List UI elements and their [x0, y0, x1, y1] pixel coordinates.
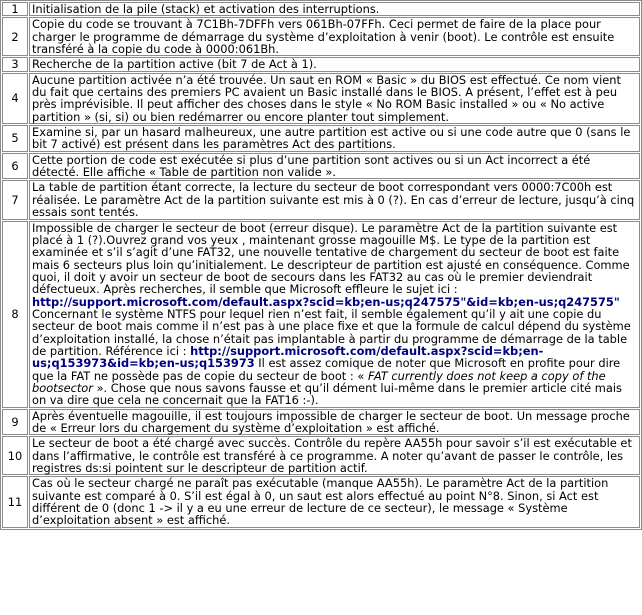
description-text: Concernant le système NTFS pour lequel rien n’est fait, il semble également qu’il y ait une copie du secteur de boot mais comme il n’est pas à une place fixe et que la formule de calcul dépend du système d’exploitation installé, la chose n’était pas implantable à partir du programme de démarrage de la table de partition. Référence ici :	[32, 306, 631, 358]
step-description	[29, 153, 640, 180]
quoted-text: FAT currently does not keep a copy of the bootsector	[32, 368, 606, 395]
step-number: 9	[2, 409, 28, 436]
description-text: Aucune partition activée n’a été trouvée. Un saut en ROM « Basic » du BIOS est effectué. Ce nom vient du fait que certains des premiers PC avaient un Basic installé dans le BIOS. A présent, l’effet est à peu près imprévisible. Il peut afficher des choses dans le style « No ROM Basic installed » ou « No active partition » (si, si) ou bien redémarrer ou encore planter tout simplement.	[32, 72, 621, 124]
table-row	[2, 17, 640, 56]
step-number: 5	[2, 125, 28, 152]
reference-link[interactable]: http://support.microsoft.com/default.aspx?scid=kb;en-us;q247575"&id=kb;en-us;q247575"	[32, 294, 620, 309]
step-description	[29, 57, 640, 71]
description-text: Cas où le secteur chargé ne paraît pas exécutable (manque AA55h). Le paramètre Act de la partition suivante est comparé à 0. S’il est égal à 0, un saut est alors effectué au point N°8. Sinon, si Act est différent de 0 (donc 1 -> il y a eu une erreur de lecture de ce secteur), le message « Système d’exploitation absent » est affiché.	[32, 476, 609, 528]
description-text: Examine si, par un hasard malheureux, une autre partition est active ou si une code autre que 0 (sans le bit 7 activé) est présent dans les paramètres Act des partitions.	[32, 125, 631, 152]
step-number: 1	[2, 2, 28, 16]
table-row	[2, 409, 640, 436]
description-text: Recherche de la partition active (bit 7 de Act à 1).	[32, 57, 317, 72]
table-body	[2, 2, 640, 528]
table-row	[2, 2, 640, 16]
step-number: 6	[2, 153, 28, 180]
step-description	[29, 221, 640, 408]
description-text: Initialisation de la pile (stack) et activation des interruptions.	[32, 2, 380, 16]
step-description	[29, 17, 640, 56]
table-row	[2, 180, 640, 219]
description-text: Le secteur de boot a été chargé avec succès. Contrôle du repère AA55h pour savoir s’il est exécutable et dans l’affirmative, le contrôle est transféré à ce programme. A noter qu’avant de passer le contrôle, les registres ds:si pointent sur le descripteur de partition actif.	[32, 436, 632, 476]
table-row	[2, 73, 640, 124]
step-number: 10	[2, 436, 28, 475]
step-description	[29, 73, 640, 124]
table-row	[2, 221, 640, 408]
table-row	[2, 125, 640, 152]
step-number: 8	[2, 221, 28, 408]
step-description	[29, 476, 640, 527]
table-row	[2, 476, 640, 527]
step-number: 2	[2, 17, 28, 56]
description-text: Copie du code se trouvant à 7C1Bh-7DFFh vers 061Bh-07FFh. Ceci permet de faire de la place pour charger le programme de démarrage du système d’exploitation à venir (boot). Le contrôle est ensuite transféré à la copie du code à 0000:061Bh.	[32, 17, 615, 57]
description-text: ». Chose que nous savons fausse et qu’il dément lui-même dans le premier article cité mais on va dire que cela ne concernait que la FAT16 :-).	[32, 380, 622, 408]
step-description	[29, 436, 640, 475]
description-text: Il est assez comique de noter que Microsoft en profite pour dire que la FAT ne possède pas de copie du secteur de boot : «	[32, 356, 621, 383]
description-text: Après éventuelle magouille, il est toujours impossible de charger le secteur de boot. Un message proche de « Erreur lors du chargement du système d’exploitation » est affiché.	[32, 408, 630, 435]
description-text: Impossible de charger le secteur de boot (erreur disque). Le paramètre Act de la partition suivante est placé à 1 (?).Ouvrez grand vos yeux , maintenant grosse magouille M$. Le type de la partition est examinée et s’il s’agit d’une FAT32, une nouvelle tentative de chargement du secteur de boot est faite mais 6 secteurs plus loin qu’initialement. Le descripteur de partition est ajusté en conséquence. Comme quoi, il doit y avoir un secteur de boot de secours dans les FAT32 au cas où le premier deviendrait défectueux. Après recherches, il semble que Microsoft effleure le sujet ici :	[32, 220, 630, 297]
step-description	[29, 180, 640, 219]
description-text: Cette portion de code est exécutée si plus d’une partition sont actives ou si un Act incorrect a été détecté. Elle affiche « Table de partition non valide ».	[32, 152, 591, 180]
step-number: 4	[2, 73, 28, 124]
table-row	[2, 153, 640, 180]
step-number: 7	[2, 180, 28, 219]
step-description	[29, 125, 640, 152]
step-description	[29, 2, 640, 16]
step-description	[29, 409, 640, 436]
reference-link[interactable]: http://support.microsoft.com/default.aspx?scid=kb;en-us;q153973&id=kb;en-us;q153973	[32, 343, 544, 371]
step-number: 3	[2, 57, 28, 71]
step-number: 11	[2, 476, 28, 527]
table-row	[2, 436, 640, 475]
description-text: La table de partition étant correcte, la lecture du secteur de boot correspondant vers 0000:7C00h est réalisée. Le paramètre Act de la partition suivante est mis à 0 (?). En cas d’erreur de lecture, jusqu’à cinq essais sont tentés.	[32, 180, 635, 220]
table-row	[2, 57, 640, 71]
